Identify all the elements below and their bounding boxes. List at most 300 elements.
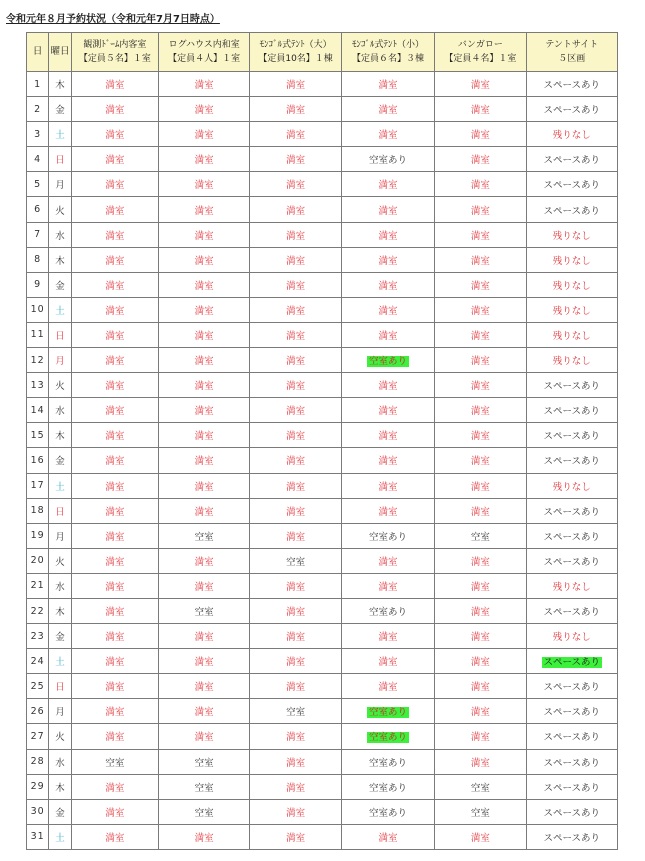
status-text: 満室 xyxy=(105,230,125,242)
mongol-tent-small-status-cell xyxy=(341,548,434,573)
observatory-room-status-cell xyxy=(71,147,158,172)
status-text: 満室 xyxy=(470,230,490,242)
status-text: 満室 xyxy=(470,506,490,518)
bungalow-status-cell xyxy=(435,122,526,147)
status-text: 空室あり xyxy=(368,757,407,769)
mongol-tent-small-status-cell xyxy=(341,398,434,423)
observatory-room-status-cell xyxy=(71,548,158,573)
status-text: 満室 xyxy=(194,205,214,217)
bungalow-status-cell xyxy=(435,624,526,649)
loghouse-room-status-cell xyxy=(158,548,249,573)
header-tent-site-name: テントサイト xyxy=(545,40,599,50)
status-text: 満室 xyxy=(378,381,398,393)
tent-site-status-cell xyxy=(526,774,617,799)
table-row xyxy=(27,448,618,473)
day-cell: 30 xyxy=(27,799,49,824)
status-text: 残りなし xyxy=(552,230,591,242)
weekday-cell: 土 xyxy=(49,649,71,674)
day-cell: 16 xyxy=(27,448,49,473)
tent-site-status-cell xyxy=(526,297,617,322)
status-text: 満室 xyxy=(194,305,214,317)
status-text: 満室 xyxy=(105,330,125,342)
weekday-cell: 月 xyxy=(49,172,71,197)
status-text: 満室 xyxy=(286,105,306,117)
loghouse-room-status-cell xyxy=(158,272,249,297)
header-day: 日 xyxy=(27,33,49,72)
status-text: 満室 xyxy=(105,682,125,694)
status-text: 空室 xyxy=(194,607,214,619)
day-cell: 28 xyxy=(27,749,49,774)
table-row xyxy=(27,423,618,448)
status-text: 満室 xyxy=(194,80,214,92)
status-text: 満室 xyxy=(470,155,490,167)
day-cell: 7 xyxy=(27,222,49,247)
weekday-cell: 火 xyxy=(49,548,71,573)
table-row xyxy=(27,598,618,623)
mongol-tent-large-status-cell xyxy=(250,72,341,97)
day-cell: 26 xyxy=(27,699,49,724)
status-text: 満室 xyxy=(286,657,306,669)
table-row xyxy=(27,649,618,674)
status-text: 残りなし xyxy=(552,481,591,493)
table-row xyxy=(27,674,618,699)
status-highlight: スペースあり xyxy=(543,657,601,669)
status-text: 満室 xyxy=(194,682,214,694)
bungalow-status-cell xyxy=(435,598,526,623)
mongol-tent-large-status-cell xyxy=(250,97,341,122)
bungalow-status-cell xyxy=(435,72,526,97)
weekday-cell: 火 xyxy=(49,373,71,398)
table-row xyxy=(27,247,618,272)
tent-site-status-cell xyxy=(526,272,617,297)
status-text: 満室 xyxy=(105,406,125,418)
status-text: 満室 xyxy=(194,406,214,418)
status-text: 満室 xyxy=(194,832,214,844)
status-highlight: 空室あり xyxy=(368,707,407,719)
bungalow-status-cell xyxy=(435,724,526,749)
table-row xyxy=(27,297,618,322)
status-text: スペースあり xyxy=(543,607,601,619)
mongol-tent-small-status-cell xyxy=(341,423,434,448)
status-text: 残りなし xyxy=(552,255,591,267)
status-text: 満室 xyxy=(105,205,125,217)
status-text: 満室 xyxy=(378,657,398,669)
status-text: 残りなし xyxy=(552,305,591,317)
status-text: 空室 xyxy=(470,782,490,794)
header-loghouse-room xyxy=(158,33,249,72)
loghouse-room-status-cell xyxy=(158,423,249,448)
tent-site-status-cell xyxy=(526,674,617,699)
mongol-tent-small-status-cell xyxy=(341,774,434,799)
status-text: スペースあり xyxy=(543,431,601,443)
mongol-tent-large-status-cell xyxy=(250,749,341,774)
weekday-cell: 土 xyxy=(49,122,71,147)
table-row xyxy=(27,749,618,774)
status-text: 満室 xyxy=(470,632,490,644)
tent-site-status-cell xyxy=(526,473,617,498)
status-text: 満室 xyxy=(470,581,490,593)
status-highlight: 空室あり xyxy=(368,732,407,744)
status-text: 満室 xyxy=(378,255,398,267)
header-loghouse-capacity: 【定員４人】１室 xyxy=(168,54,241,64)
mongol-tent-small-status-cell xyxy=(341,247,434,272)
status-text: 満室 xyxy=(470,255,490,267)
status-text: 満室 xyxy=(194,581,214,593)
status-text: 満室 xyxy=(470,456,490,468)
weekday-cell: 金 xyxy=(49,272,71,297)
status-text: スペースあり xyxy=(543,832,601,844)
status-text: 満室 xyxy=(470,180,490,192)
weekday-cell: 火 xyxy=(49,724,71,749)
status-text: スペースあり xyxy=(543,506,601,518)
header-tent-site xyxy=(526,33,617,72)
status-text: 満室 xyxy=(194,556,214,568)
day-cell: 4 xyxy=(27,147,49,172)
status-text: 残りなし xyxy=(552,581,591,593)
mongol-tent-small-status-cell xyxy=(341,97,434,122)
mongol-tent-large-status-cell xyxy=(250,824,341,849)
bungalow-status-cell xyxy=(435,749,526,774)
day-cell: 23 xyxy=(27,624,49,649)
status-text: 満室 xyxy=(286,280,306,292)
status-text: 満室 xyxy=(378,456,398,468)
status-text: 満室 xyxy=(470,105,490,117)
table-row xyxy=(27,523,618,548)
status-text: 満室 xyxy=(194,105,214,117)
loghouse-room-status-cell xyxy=(158,649,249,674)
weekday-cell: 金 xyxy=(49,799,71,824)
tent-site-status-cell xyxy=(526,724,617,749)
observatory-room-status-cell xyxy=(71,297,158,322)
mongol-tent-small-status-cell xyxy=(341,573,434,598)
loghouse-room-status-cell xyxy=(158,473,249,498)
status-text: 満室 xyxy=(286,832,306,844)
mongol-tent-small-status-cell xyxy=(341,598,434,623)
weekday-cell: 金 xyxy=(49,97,71,122)
status-text: 満室 xyxy=(378,230,398,242)
loghouse-room-status-cell xyxy=(158,774,249,799)
observatory-room-status-cell xyxy=(71,598,158,623)
mongol-tent-large-status-cell xyxy=(250,348,341,373)
mongol-tent-small-status-cell xyxy=(341,272,434,297)
status-text: 満室 xyxy=(194,431,214,443)
day-cell: 14 xyxy=(27,398,49,423)
table-row xyxy=(27,172,618,197)
day-cell: 11 xyxy=(27,322,49,347)
tent-site-status-cell xyxy=(526,398,617,423)
mongol-tent-large-status-cell xyxy=(250,272,341,297)
header-bungalow-name: バンガロー xyxy=(457,40,503,50)
status-text: 満室 xyxy=(286,782,306,794)
mongol-tent-small-status-cell xyxy=(341,824,434,849)
status-text: スペースあり xyxy=(543,556,601,568)
observatory-room-status-cell xyxy=(71,498,158,523)
status-text: 満室 xyxy=(105,431,125,443)
loghouse-room-status-cell xyxy=(158,598,249,623)
tent-site-status-cell xyxy=(526,97,617,122)
status-text: スペースあり xyxy=(543,782,601,794)
status-text: 満室 xyxy=(105,356,125,368)
status-text: 満室 xyxy=(470,205,490,217)
mongol-tent-small-status-cell xyxy=(341,699,434,724)
weekday-cell: 日 xyxy=(49,322,71,347)
loghouse-room-status-cell xyxy=(158,498,249,523)
status-text: 満室 xyxy=(286,682,306,694)
loghouse-room-status-cell xyxy=(158,297,249,322)
status-text: 満室 xyxy=(194,506,214,518)
mongol-tent-small-status-cell xyxy=(341,799,434,824)
status-text: 空室あり xyxy=(368,807,407,819)
weekday-cell: 木 xyxy=(49,72,71,97)
status-text: 満室 xyxy=(378,556,398,568)
observatory-room-status-cell xyxy=(71,699,158,724)
loghouse-room-status-cell xyxy=(158,147,249,172)
day-cell: 9 xyxy=(27,272,49,297)
loghouse-room-status-cell xyxy=(158,523,249,548)
mongol-tent-large-status-cell xyxy=(250,247,341,272)
day-cell: 18 xyxy=(27,498,49,523)
bungalow-status-cell xyxy=(435,649,526,674)
weekday-cell: 木 xyxy=(49,247,71,272)
tent-site-status-cell xyxy=(526,197,617,222)
mongol-tent-small-status-cell xyxy=(341,649,434,674)
table-row xyxy=(27,573,618,598)
bungalow-status-cell xyxy=(435,147,526,172)
bungalow-status-cell xyxy=(435,448,526,473)
bungalow-status-cell xyxy=(435,247,526,272)
header-observatory-capacity: 【定員５名】１室 xyxy=(78,54,151,64)
observatory-room-status-cell xyxy=(71,97,158,122)
mongol-tent-large-status-cell xyxy=(250,398,341,423)
status-text: 満室 xyxy=(378,205,398,217)
mongol-tent-small-status-cell xyxy=(341,624,434,649)
status-text: 満室 xyxy=(105,180,125,192)
status-text: 満室 xyxy=(194,381,214,393)
status-text: 満室 xyxy=(105,807,125,819)
mongol-tent-large-status-cell xyxy=(250,699,341,724)
day-cell: 10 xyxy=(27,297,49,322)
status-text: スペースあり xyxy=(543,155,601,167)
mongol-tent-large-status-cell xyxy=(250,799,341,824)
status-text: 空室 xyxy=(286,556,306,568)
page-title: 令和元年８月予約状況（令和元年7月7日時点） xyxy=(6,14,220,25)
day-cell: 31 xyxy=(27,824,49,849)
mongol-tent-large-status-cell xyxy=(250,624,341,649)
status-text: 空室あり xyxy=(368,531,407,543)
status-text: 満室 xyxy=(105,481,125,493)
bungalow-status-cell xyxy=(435,348,526,373)
loghouse-room-status-cell xyxy=(158,398,249,423)
header-bungalow-capacity: 【定員４名】１室 xyxy=(444,54,517,64)
status-text: 満室 xyxy=(194,732,214,744)
tent-site-status-cell xyxy=(526,172,617,197)
bungalow-status-cell xyxy=(435,498,526,523)
mongol-tent-large-status-cell xyxy=(250,674,341,699)
mongol-tent-large-status-cell xyxy=(250,172,341,197)
status-text: 満室 xyxy=(105,581,125,593)
mongol-tent-small-status-cell xyxy=(341,498,434,523)
tent-site-status-cell xyxy=(526,548,617,573)
mongol-tent-large-status-cell xyxy=(250,548,341,573)
table-row xyxy=(27,272,618,297)
status-text: スペースあり xyxy=(543,381,601,393)
status-text: スペースあり xyxy=(543,682,601,694)
bungalow-status-cell xyxy=(435,674,526,699)
mongol-tent-small-status-cell xyxy=(341,749,434,774)
status-text: 満室 xyxy=(286,632,306,644)
status-text: 満室 xyxy=(194,481,214,493)
status-text: 満室 xyxy=(470,832,490,844)
day-cell: 24 xyxy=(27,649,49,674)
day-cell: 5 xyxy=(27,172,49,197)
observatory-room-status-cell xyxy=(71,724,158,749)
status-text: 満室 xyxy=(378,506,398,518)
observatory-room-status-cell xyxy=(71,774,158,799)
tent-site-status-cell xyxy=(526,222,617,247)
header-weekday: 曜日 xyxy=(49,33,71,72)
status-text: 満室 xyxy=(286,230,306,242)
status-text: 満室 xyxy=(378,105,398,117)
status-text: 満室 xyxy=(470,431,490,443)
loghouse-room-status-cell xyxy=(158,674,249,699)
bungalow-status-cell xyxy=(435,548,526,573)
bungalow-status-cell xyxy=(435,423,526,448)
status-text: 満室 xyxy=(470,406,490,418)
status-text: 満室 xyxy=(105,130,125,142)
status-text: 満室 xyxy=(105,506,125,518)
table-row xyxy=(27,222,618,247)
bungalow-status-cell xyxy=(435,272,526,297)
bungalow-status-cell xyxy=(435,322,526,347)
status-text: 満室 xyxy=(378,130,398,142)
status-text: 満室 xyxy=(105,832,125,844)
status-text: 満室 xyxy=(194,707,214,719)
bungalow-status-cell xyxy=(435,573,526,598)
status-text: 満室 xyxy=(286,155,306,167)
tent-site-status-cell xyxy=(526,498,617,523)
tent-site-status-cell xyxy=(526,247,617,272)
status-text: 満室 xyxy=(378,330,398,342)
tent-site-status-cell xyxy=(526,448,617,473)
table-row xyxy=(27,398,618,423)
observatory-room-status-cell xyxy=(71,674,158,699)
status-text: 満室 xyxy=(286,205,306,217)
status-highlight: 空室あり xyxy=(368,356,407,368)
mongol-tent-small-status-cell xyxy=(341,674,434,699)
header-mongol-small-capacity: 【定員６名】３棟 xyxy=(351,54,424,64)
header-tent-site-capacity: ５区画 xyxy=(558,54,586,64)
tent-site-status-cell xyxy=(526,348,617,373)
status-text: 満室 xyxy=(470,732,490,744)
observatory-room-status-cell xyxy=(71,322,158,347)
header-mongol-large-capacity: 【定員10名】１棟 xyxy=(258,54,333,64)
day-cell: 27 xyxy=(27,724,49,749)
status-text: 満室 xyxy=(105,782,125,794)
status-text: 満室 xyxy=(470,381,490,393)
status-text: 満室 xyxy=(105,456,125,468)
status-text: 満室 xyxy=(378,280,398,292)
day-cell: 2 xyxy=(27,97,49,122)
table-row xyxy=(27,348,618,373)
loghouse-room-status-cell xyxy=(158,172,249,197)
table-row xyxy=(27,322,618,347)
mongol-tent-small-status-cell xyxy=(341,373,434,398)
status-text: 満室 xyxy=(378,406,398,418)
tent-site-status-cell xyxy=(526,423,617,448)
day-cell: 21 xyxy=(27,573,49,598)
day-cell: 22 xyxy=(27,598,49,623)
status-text: 満室 xyxy=(194,130,214,142)
status-text: 満室 xyxy=(286,130,306,142)
day-cell: 3 xyxy=(27,122,49,147)
status-text: 満室 xyxy=(378,832,398,844)
loghouse-room-status-cell xyxy=(158,799,249,824)
bungalow-status-cell xyxy=(435,97,526,122)
status-text: 空室 xyxy=(194,782,214,794)
status-text: 満室 xyxy=(286,531,306,543)
table-body xyxy=(27,72,618,850)
mongol-tent-large-status-cell xyxy=(250,448,341,473)
status-text: 満室 xyxy=(378,581,398,593)
table-row xyxy=(27,724,618,749)
weekday-cell: 火 xyxy=(49,197,71,222)
bungalow-status-cell xyxy=(435,799,526,824)
header-observatory-name: 観測ﾄﾞｰﾑ内客室 xyxy=(83,40,147,50)
mongol-tent-small-status-cell xyxy=(341,724,434,749)
status-text: 空室 xyxy=(470,531,490,543)
bungalow-status-cell xyxy=(435,398,526,423)
weekday-cell: 土 xyxy=(49,473,71,498)
status-text: 満室 xyxy=(286,80,306,92)
status-text: スペースあり xyxy=(543,105,601,117)
mongol-tent-large-status-cell xyxy=(250,774,341,799)
status-text: 満室 xyxy=(194,230,214,242)
mongol-tent-small-status-cell xyxy=(341,348,434,373)
status-text: 満室 xyxy=(194,255,214,267)
status-text: 満室 xyxy=(105,556,125,568)
status-text: 満室 xyxy=(470,330,490,342)
mongol-tent-large-status-cell xyxy=(250,322,341,347)
header-bungalow xyxy=(435,33,526,72)
status-text: 満室 xyxy=(378,305,398,317)
tent-site-status-cell xyxy=(526,598,617,623)
status-text: 空室 xyxy=(194,807,214,819)
header-observatory-room xyxy=(71,33,158,72)
weekday-cell: 月 xyxy=(49,699,71,724)
status-text: 残りなし xyxy=(552,280,591,292)
table-row xyxy=(27,699,618,724)
observatory-room-status-cell xyxy=(71,197,158,222)
observatory-room-status-cell xyxy=(71,247,158,272)
status-text: 満室 xyxy=(470,707,490,719)
status-text: 満室 xyxy=(470,280,490,292)
status-text: スペースあり xyxy=(543,707,601,719)
observatory-room-status-cell xyxy=(71,348,158,373)
loghouse-room-status-cell xyxy=(158,222,249,247)
status-text: 満室 xyxy=(105,632,125,644)
weekday-cell: 土 xyxy=(49,297,71,322)
tent-site-status-cell xyxy=(526,624,617,649)
mongol-tent-large-status-cell xyxy=(250,197,341,222)
status-text: 満室 xyxy=(286,406,306,418)
bungalow-status-cell xyxy=(435,297,526,322)
observatory-room-status-cell xyxy=(71,222,158,247)
day-cell: 6 xyxy=(27,197,49,222)
bungalow-status-cell xyxy=(435,699,526,724)
status-text: 残りなし xyxy=(552,356,591,368)
observatory-room-status-cell xyxy=(71,799,158,824)
mongol-tent-large-status-cell xyxy=(250,373,341,398)
